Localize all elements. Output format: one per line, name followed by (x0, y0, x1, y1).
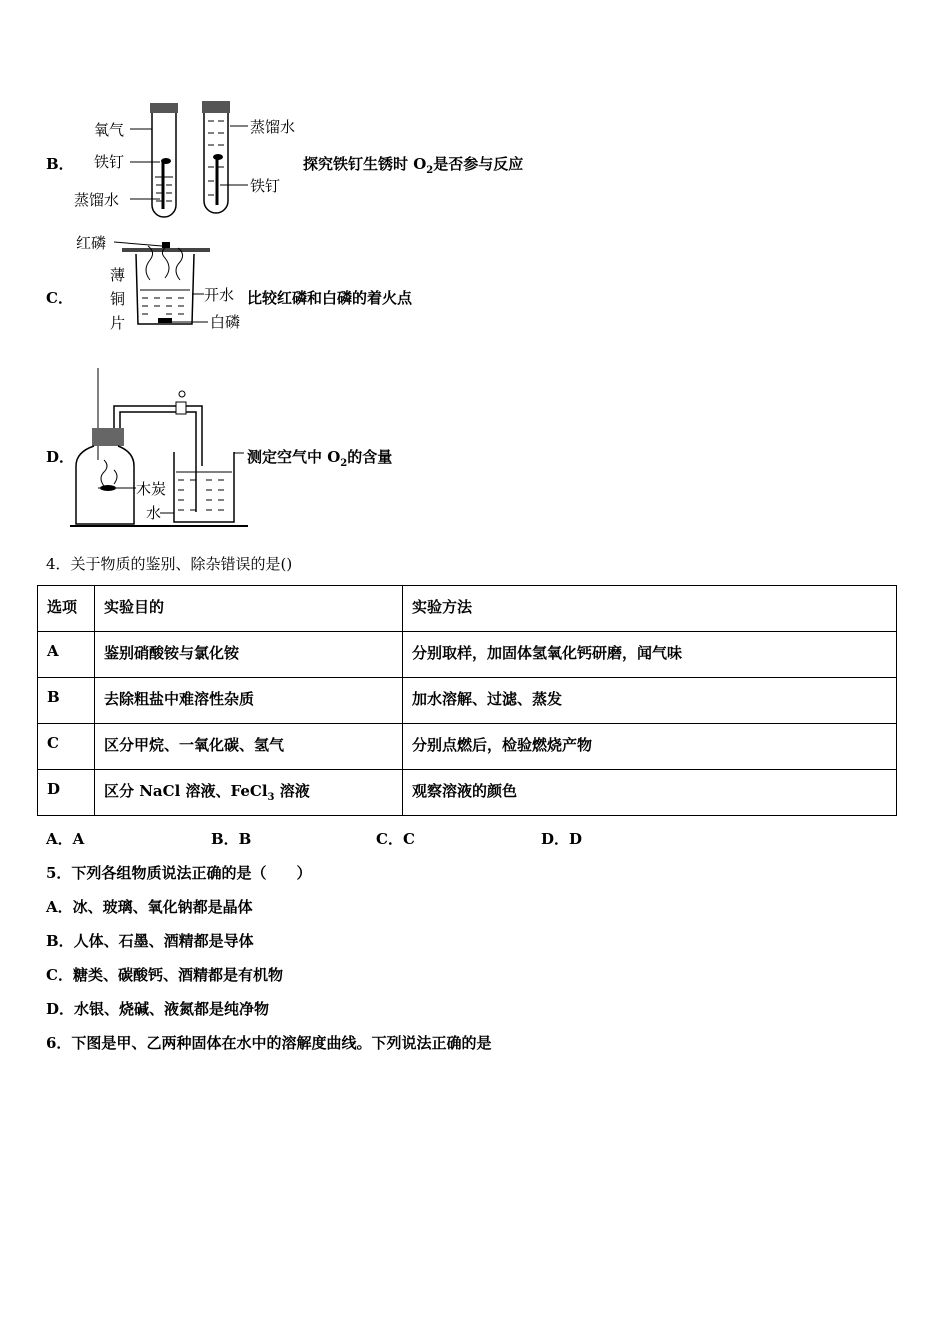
stopper-right (202, 101, 230, 113)
q4-answer-c[interactable]: C．C (376, 830, 415, 848)
table-row: D 区分 NaCl 溶液、FeCl$_3$ 溶液 观察溶液的颜色 (38, 770, 897, 816)
gas-bottle (76, 446, 134, 524)
q4-answer-d[interactable]: D．D (541, 830, 583, 848)
option-d-description: 测定空气中 $O_2$的含量 (247, 448, 393, 469)
option-b-description: 探究铁钉生锈时 $O_2$是否参与反应 (303, 155, 524, 176)
table-row: C 区分甲烷、一氧化碳、氢气 分别点燃后，检验燃烧产物 (38, 724, 897, 770)
phosphorus-experiment-diagram (70, 228, 250, 338)
q4-answer-a[interactable]: A．A (46, 830, 85, 848)
table-row: B 去除粗盐中难溶性杂质 加水溶解、过滤、蒸发 (38, 678, 897, 724)
label-copper-3: 片 (110, 314, 126, 332)
hot-water (140, 290, 190, 314)
glass-tube (114, 406, 202, 466)
option-d-letter: D． (46, 448, 75, 466)
label-water-right: 蒸馏水 (250, 118, 296, 136)
label-water: 水 (146, 504, 162, 522)
header-option: 选项 (38, 586, 95, 632)
q6-stem: 6．下图是甲、乙两种固体在水中的溶解度曲线。下列说法正确的是 (46, 1034, 492, 1052)
q4-stem: 4．关于物质的鉴别、除杂错误的是() (46, 555, 293, 573)
option-c-description: 比较红磷和白磷的着火点 (247, 289, 413, 307)
rust-experiment-diagram (70, 95, 310, 225)
label-copper-1: 薄 (110, 266, 126, 284)
header-method: 实验方法 (403, 586, 897, 632)
label-oxygen: 氧气 (94, 121, 125, 139)
label-red-phosphorus: 红磷 (76, 234, 107, 252)
copper-plate (122, 248, 210, 252)
q4-answer-b[interactable]: B．B (211, 830, 252, 848)
bottle-stopper (92, 428, 124, 446)
option-c-letter: C． (46, 289, 73, 307)
clamp (176, 402, 186, 414)
white-phosphorus (158, 318, 172, 323)
q5-option-a[interactable]: A．冰、玻璃、氧化钠都是晶体 (46, 898, 253, 916)
q5-option-d[interactable]: D．水银、烧碱、液氮都是纯净物 (46, 1000, 270, 1018)
q5-stem: 5．下列各组物质说法正确的是（ ） (46, 864, 312, 882)
label-hot-water: 开水 (204, 286, 235, 304)
q4-table (37, 585, 897, 816)
label-copper-2: 铜 (110, 290, 126, 308)
label-nail-left: 铁钉 (94, 153, 125, 171)
header-goal: 实验目的 (95, 586, 403, 632)
air-oxygen-experiment-diagram (70, 366, 250, 532)
q5-option-c[interactable]: C．糖类、碳酸钙、酒精都是有机物 (46, 966, 283, 984)
beaker (174, 452, 234, 522)
beaker-water (176, 472, 232, 510)
stopper-left (150, 103, 178, 113)
table-row: A 鉴别硝酸铵与氯化铵 分别取样，加固体氢氧化钙研磨，闻气味 (38, 632, 897, 678)
table-header-row (38, 586, 897, 632)
label-water-left: 蒸馏水 (74, 191, 120, 209)
charcoal-spoon (100, 485, 116, 491)
goal-cell: 区分 NaCl 溶液、FeCl$_3$ 溶液 (95, 770, 403, 816)
label-nail-right: 铁钉 (250, 177, 281, 195)
label-charcoal: 木炭 (136, 480, 167, 498)
q5-option-b[interactable]: B．人体、石墨、酒精都是导体 (46, 932, 254, 950)
option-b-letter: B． (46, 155, 74, 173)
label-white-phosphorus: 白磷 (210, 313, 241, 331)
